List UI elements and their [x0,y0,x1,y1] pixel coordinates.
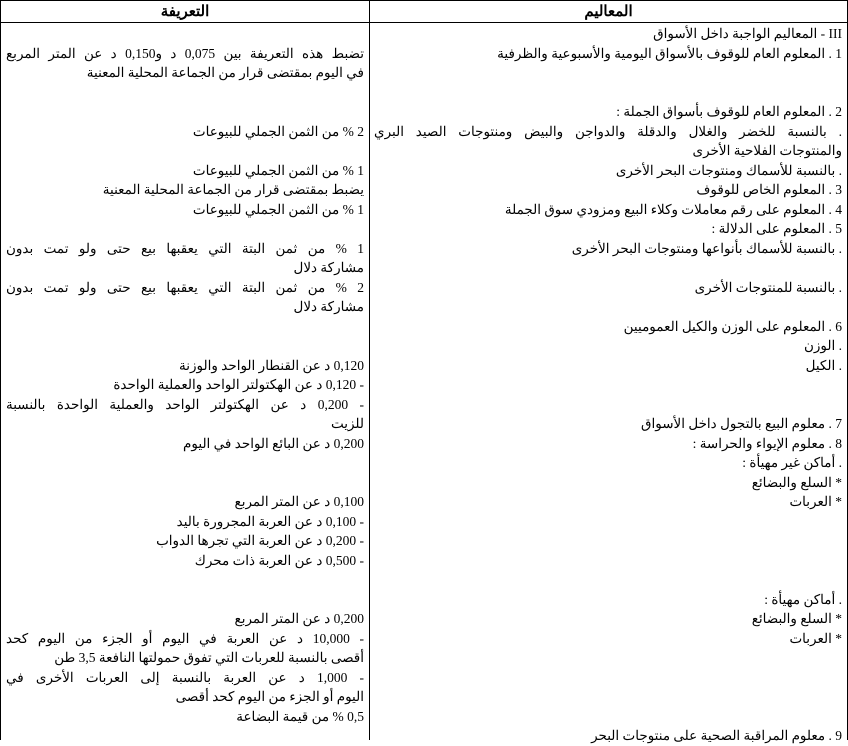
tariff-line [6,102,364,122]
item-line: * السلع والبضائع [751,611,842,626]
item-line [374,375,842,395]
item-line: والمنتوجات الفلاحية الأخرى [692,143,842,158]
tariff-line [6,473,364,493]
tariff-line: للزيت [330,416,364,431]
item-line: 8 . معلوم الإيواء والحراسة : [692,435,842,451]
tariff-line: 0,120 د عن القنطار الواحد والوزنة [179,357,364,373]
item-line [374,668,842,688]
tariff-line: 1 % من الثمن الجملي للبيوعات [192,162,364,178]
tariff-line: 0,5 % من قيمة البضاعة [236,708,364,724]
tariff-line [6,726,364,746]
tariff-line: يضبط بمقتضى قرار من الجماعة المحلية المعنية [102,182,364,197]
tariff-line: مشاركة دلال [293,260,364,275]
top-border [0,0,848,1]
item-line [374,551,842,571]
header-bottom-border [0,22,848,23]
tariff-line [6,590,364,610]
item-line [374,512,842,532]
left-column-tariffs [6,24,364,746]
item-line [374,83,842,103]
item-line: 9 . معلوم المراقبة الصحية على منتوجات البحر [591,728,842,743]
item-line [374,63,842,83]
item-line: * العربات [789,494,842,509]
tariff-line: تضبط هذه التعريفة بين 0,075 د و0,150 د عن المتر المربع [6,45,364,61]
tariff-line: - 0,200 د عن العربة التي تجرها الدواب [156,533,364,548]
tariff-line [6,83,364,103]
tariff-line [6,24,364,44]
item-line: 1 . المعلوم العام للوقوف بالأسواق اليومية والأسبوعية والظرفية [497,45,842,61]
tariff-line: 0,100 د عن المتر المربع [234,494,364,509]
tariff-line: في اليوم بمقتضى قرار من الجماعة المحلية المعنية [86,65,364,80]
tariff-line: 2 % من ثمن البتة التي يعقبها بيع حتى ولو تمت بدون [6,279,364,295]
tariff-line: مشاركة دلال [293,299,364,314]
item-line: . الوزن [803,338,842,353]
tariff-line: - 0,200 د عن الهكتولتر الواحد والعملية الواحدة بالنسبة [6,396,364,412]
left-border [0,0,1,740]
item-line: 2 . المعلوم العام للوقوف بأسواق الجملة : [616,104,842,119]
item-line [374,395,842,415]
tariff-line: - 1,000 د عن العربة بالنسبة إلى العربات الأخرى في [6,669,364,685]
header-left-title: التعريفة [160,4,210,20]
item-line: . أماكن مهيأة : [764,591,842,607]
item-line: . بالنسبة للمنتوجات الأخرى [694,279,842,295]
column-divider [369,0,370,740]
tariff-line: 0,200 د عن البائع الواحد في اليوم [183,435,364,451]
tariff-line: اليوم أو الجزء من اليوم كحد أقصى [175,689,364,704]
item-line: . الكيل [805,357,842,373]
item-line: 7 . معلوم البيع بالتجول داخل الأسواق [641,416,842,431]
item-line [374,707,842,727]
item-line: * السلع والبضائع [751,474,842,490]
tariff-line: - 0,100 د عن العربة المجرورة باليد [176,513,364,529]
item-line: . بالنسبة للخضر والغلال والدقلة والدواجن والبيض ومنتوجات الصيد البري [374,123,842,139]
item-line [374,258,842,278]
tariff-line: - 10,000 د عن العربة في اليوم أو الجزء من اليوم كحد [6,630,364,646]
item-line: * العربات [789,630,842,646]
item-line [374,570,842,590]
item-line: . أماكن غير مهيأة : [742,455,842,470]
item-line: 3 . المعلوم الخاص للوقوف [696,182,842,197]
item-line [374,297,842,317]
tariff-line: - 0,500 د عن العربة ذات محرك [194,552,364,568]
tariff-line [6,453,364,473]
tariff-line: - 0,120 د عن الهكتولتر الواحد والعملية الواحدة [113,377,364,392]
tariff-line: أقصى بالنسبة للعربات التي تفوق حمولتها النافعة 3,5 طن [54,650,364,665]
tariff-line: 1 % من ثمن البتة التي يعقبها بيع حتى ولو تمت بدون [6,240,364,256]
item-line: 5 . المعلوم على الدلالة : [711,221,842,236]
tariff-line [6,141,364,161]
tariff-line: 1 % من الثمن الجملي للبيوعات [192,201,364,217]
item-line [374,687,842,707]
tariff-line: 0,200 د عن المتر المربع [234,611,364,626]
item-line: III - المعاليم الواجبة داخل الأسواق [653,26,842,41]
right-column-items [374,24,842,746]
tariff-line: 2 % من الثمن الجملي للبيوعات [192,123,364,139]
item-line [374,531,842,551]
item-line: . بالنسبة للأسماك بأنواعها ومنتوجات البحر الأخرى [571,240,842,256]
item-line: 4 . المعلوم على رقم معاملات وكلاء البيع ومزودي سوق الجملة [504,201,842,217]
tariff-line [6,317,364,337]
tariff-line [6,570,364,590]
item-line: . بالنسبة للأسماك ومنتوجات البحر الأخرى [615,162,842,178]
item-line [374,648,842,668]
header-right-title: المعاليم [584,4,633,20]
tariff-line [6,336,364,356]
tariff-line [6,219,364,239]
item-line: 6 . المعلوم على الوزن والكيل العموميين [623,318,842,334]
